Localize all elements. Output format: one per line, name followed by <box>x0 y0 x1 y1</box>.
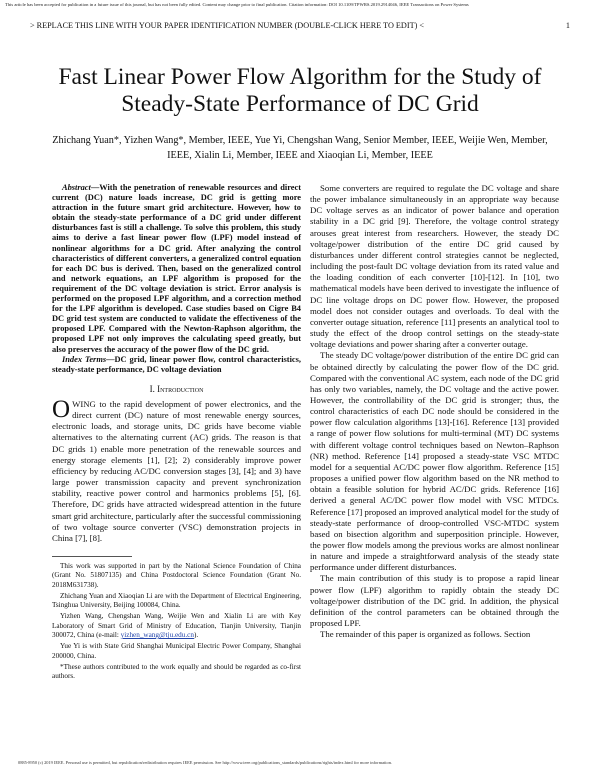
journal-banner: This article has been accepted for publication in a future issue of this journal, but has not been fully edited. Content may change prior to final publication. Citation information: DOI 10.1109/TPWRS.2019.2914046, IEEE Transactions on Power Systems <box>5 2 469 7</box>
index-terms-text: —DC grid, linear power flow, control characteristics, steady-state performance, DC voltage deviation <box>52 354 301 374</box>
email-link[interactable]: yizhen_wang@tju.edu.cn <box>120 631 194 640</box>
footnote-funding: This work was supported in part by the National Science Foundation of China (Grant No. 51807135) and China Postdoctoral Science Foundation (Grant No. 2018M631738). <box>52 561 301 589</box>
footnote-rule <box>52 556 132 557</box>
footnote-affiliation-2 <box>52 612 301 640</box>
copyright-footer: 0885-8950 (c) 2019 IEEE. Personal use is permitted, but republication/redistribution requires IEEE permission. See http://www.ieee.org/publications_standards/publications/rights/index.html for more information. <box>18 760 392 765</box>
running-header <box>30 21 570 30</box>
footnote-equal-contribution: *These authors contributed to the work equally and should be regarded as co-first authors. <box>52 662 301 681</box>
body-paragraph-2: The steady DC voltage/power distribution of the entire DC grid can be obtained directly by calculating the power flow of the DC grid. Compared with the conventional AC system, each node of the DC grid has only two variables, namely, the DC voltage and the active power. However, the controllability of the DC grid is stronger; thus, the control characteristics of each DC node should be considered in the power flow calculation algorithms [13]-[16]. Reference [13] provided a range of power flow solutions for multi-terminal (MT) DC systems with different voltage control techniques based on Newton–Raphson (NR) method. Reference [14] proposed a steady-state VSC MTDC model for a sequential AC/DC power flow algorithm. Reference [15] proposes a unified power flow algorithm based on the NR method to obtain a feasible solution for hybrid AC/DC grids. Reference [16] derived a general AC/DC power flow model with VSC MTDCs. Reference [17] proposed an improved analytical model for the study of steady-state performance of droop-controlled VSC-MTDC system based on bisection algorithm and superposition principle. However, the power flow models among the previous works are almost nonlinear in nature and impede a straightforward analysis of the steady state performance under different disturbances. <box>310 350 559 573</box>
body-paragraph-1: Some converters are required to regulate the DC voltage and share the power imbalance simultaneously in an appropriate way because DC voltage serves as an indicator of power balance and operation stability in a DC grid [9]. Therefore, the voltage control strategy arouses great interest from researchers. However, the steady DC voltage/power distribution of the entire DC grid caused by disturbances under different control strategies cannot be neglected, including the post-fault DC voltage deviation from its rated value and the loading condition of each converter [10]-[12]. In [10], two mathematical models have been derived to investigate the influence of DC line voltage drops on DC power flow. However, the proposed model does not consider outages and overloads. To deal with the converter outage situation, reference [11] presents an analytical tool to study the effect of the droop control settings on the steady-state voltage deviations and power sharing after a converter outage. <box>310 183 559 350</box>
section-heading-introduction: I. Introduction <box>149 383 204 394</box>
footnotes <box>52 562 301 682</box>
paper-title: Fast Linear Power Flow Algorithm for the Study of Steady-State Performance of DC Grid <box>58 64 542 117</box>
index-terms <box>52 355 301 375</box>
index-terms-lead: Index Terms <box>62 354 107 364</box>
author-list: Zhichang Yuan*, Yizhen Wang*, Member, IEEE, Yue Yi, Chengshan Wang, Senior Member, IEEE, Weijie Wen, Member, IEEE, Xialin Li, Member, IEEE and Xiaoqian Li, Member, IEEE <box>52 135 548 161</box>
body-paragraph-3: The main contribution of this study is to propose a rapid linear power flow (LPF) algorithm to rapidly obtain the steady DC voltage/power distribution of the DC grid. In addition, the physical definition of the control parameters can be obtained through the proposed LPF. <box>310 573 559 629</box>
left-column <box>52 183 301 684</box>
intro-text: WING to the rapid development of power electronics, and the direct current (DC) nature of most renewable energy sources, electronic loads, and storage units, DC grids have become viable alternatives to the alternating current (AC) grids. The reason is that DC grids 1) enable more penetration of the renewable sources and energy storage elements [1], [2]; 2) considerably improve power efficiency by reducing AC/DC conversion stages [3], [4]; and 3) have large power transmission capacity and prevent synchronization stability, reactive power control and harmonics problems [5], [6]. Therefore, DC grids have attracted widespread attention in the future smart grid architecture, particularly after the successful commissioning of two voltage source converter (VSC) demonstration projects in China [7], [8]. <box>52 398 301 543</box>
right-column <box>310 183 559 640</box>
footnote-affiliation-2-end: ). <box>193 631 199 640</box>
drop-cap: O <box>52 395 71 423</box>
footnote-affiliation-3: Yue Yi is with State Grid Shanghai Municipal Electric Power Company, Shanghai 200000, China. <box>52 642 301 660</box>
page-number: 1 <box>565 21 570 30</box>
abstract-text: —With the penetration of renewable resources and direct current (DC) nature loads increase, DC grid is getting more attraction in the future smart grid architecture. However, how to obtain the steady-state performance of a DC grid under different disturbances fast is still a challenge. To solve this problem, this study aims to derive a fast linear power flow (LPF) model instead of nonlinear algorithms for a DC grid. After analyzing the control characteristics of different converters, a generalized control equation for each DC bus is derived. Then, based on the generalized control and network equations, an LPF algorithm is proposed for the requirement of the DC voltage deviation is strict. Error analysis is performed on the proposed LPF algorithm, and a correction method for the LPF algorithm is developed. Case studies based on Cigre B4 DC grid test system are conducted to validate the effectiveness of the proposed LPF. Compared with the Newton-Raphson algorithm, the proposed LPF not only improves the calculating speed greatly, but also preserves the accuracy of the power flow of the DC grid. <box>52 183 301 354</box>
abstract-lead: Abstract <box>62 183 91 192</box>
intro-paragraph <box>52 395 301 544</box>
header-text: > REPLACE THIS LINE WITH YOUR PAPER IDENTIFICATION NUMBER (DOUBLE-CLICK HERE TO EDIT) < <box>30 21 424 30</box>
body-paragraph-4: The remainder of this paper is organized as follows. Section <box>320 629 531 640</box>
footnote-affiliation-1: Zhichang Yuan and Xiaoqian Li are with the Department of Electrical Engineering, Tsinghua University, Beijing 100084, China. <box>52 591 301 610</box>
abstract <box>52 183 301 355</box>
footnote-affiliation-2-text: Yizhen Wang, Chengshan Wang, Weijie Wen and Xialin Li are with Key Laboratory of Smart Grid of Ministry of Education, Tianjin University, Tianjin 300072, China (e-mail: <box>52 612 301 640</box>
